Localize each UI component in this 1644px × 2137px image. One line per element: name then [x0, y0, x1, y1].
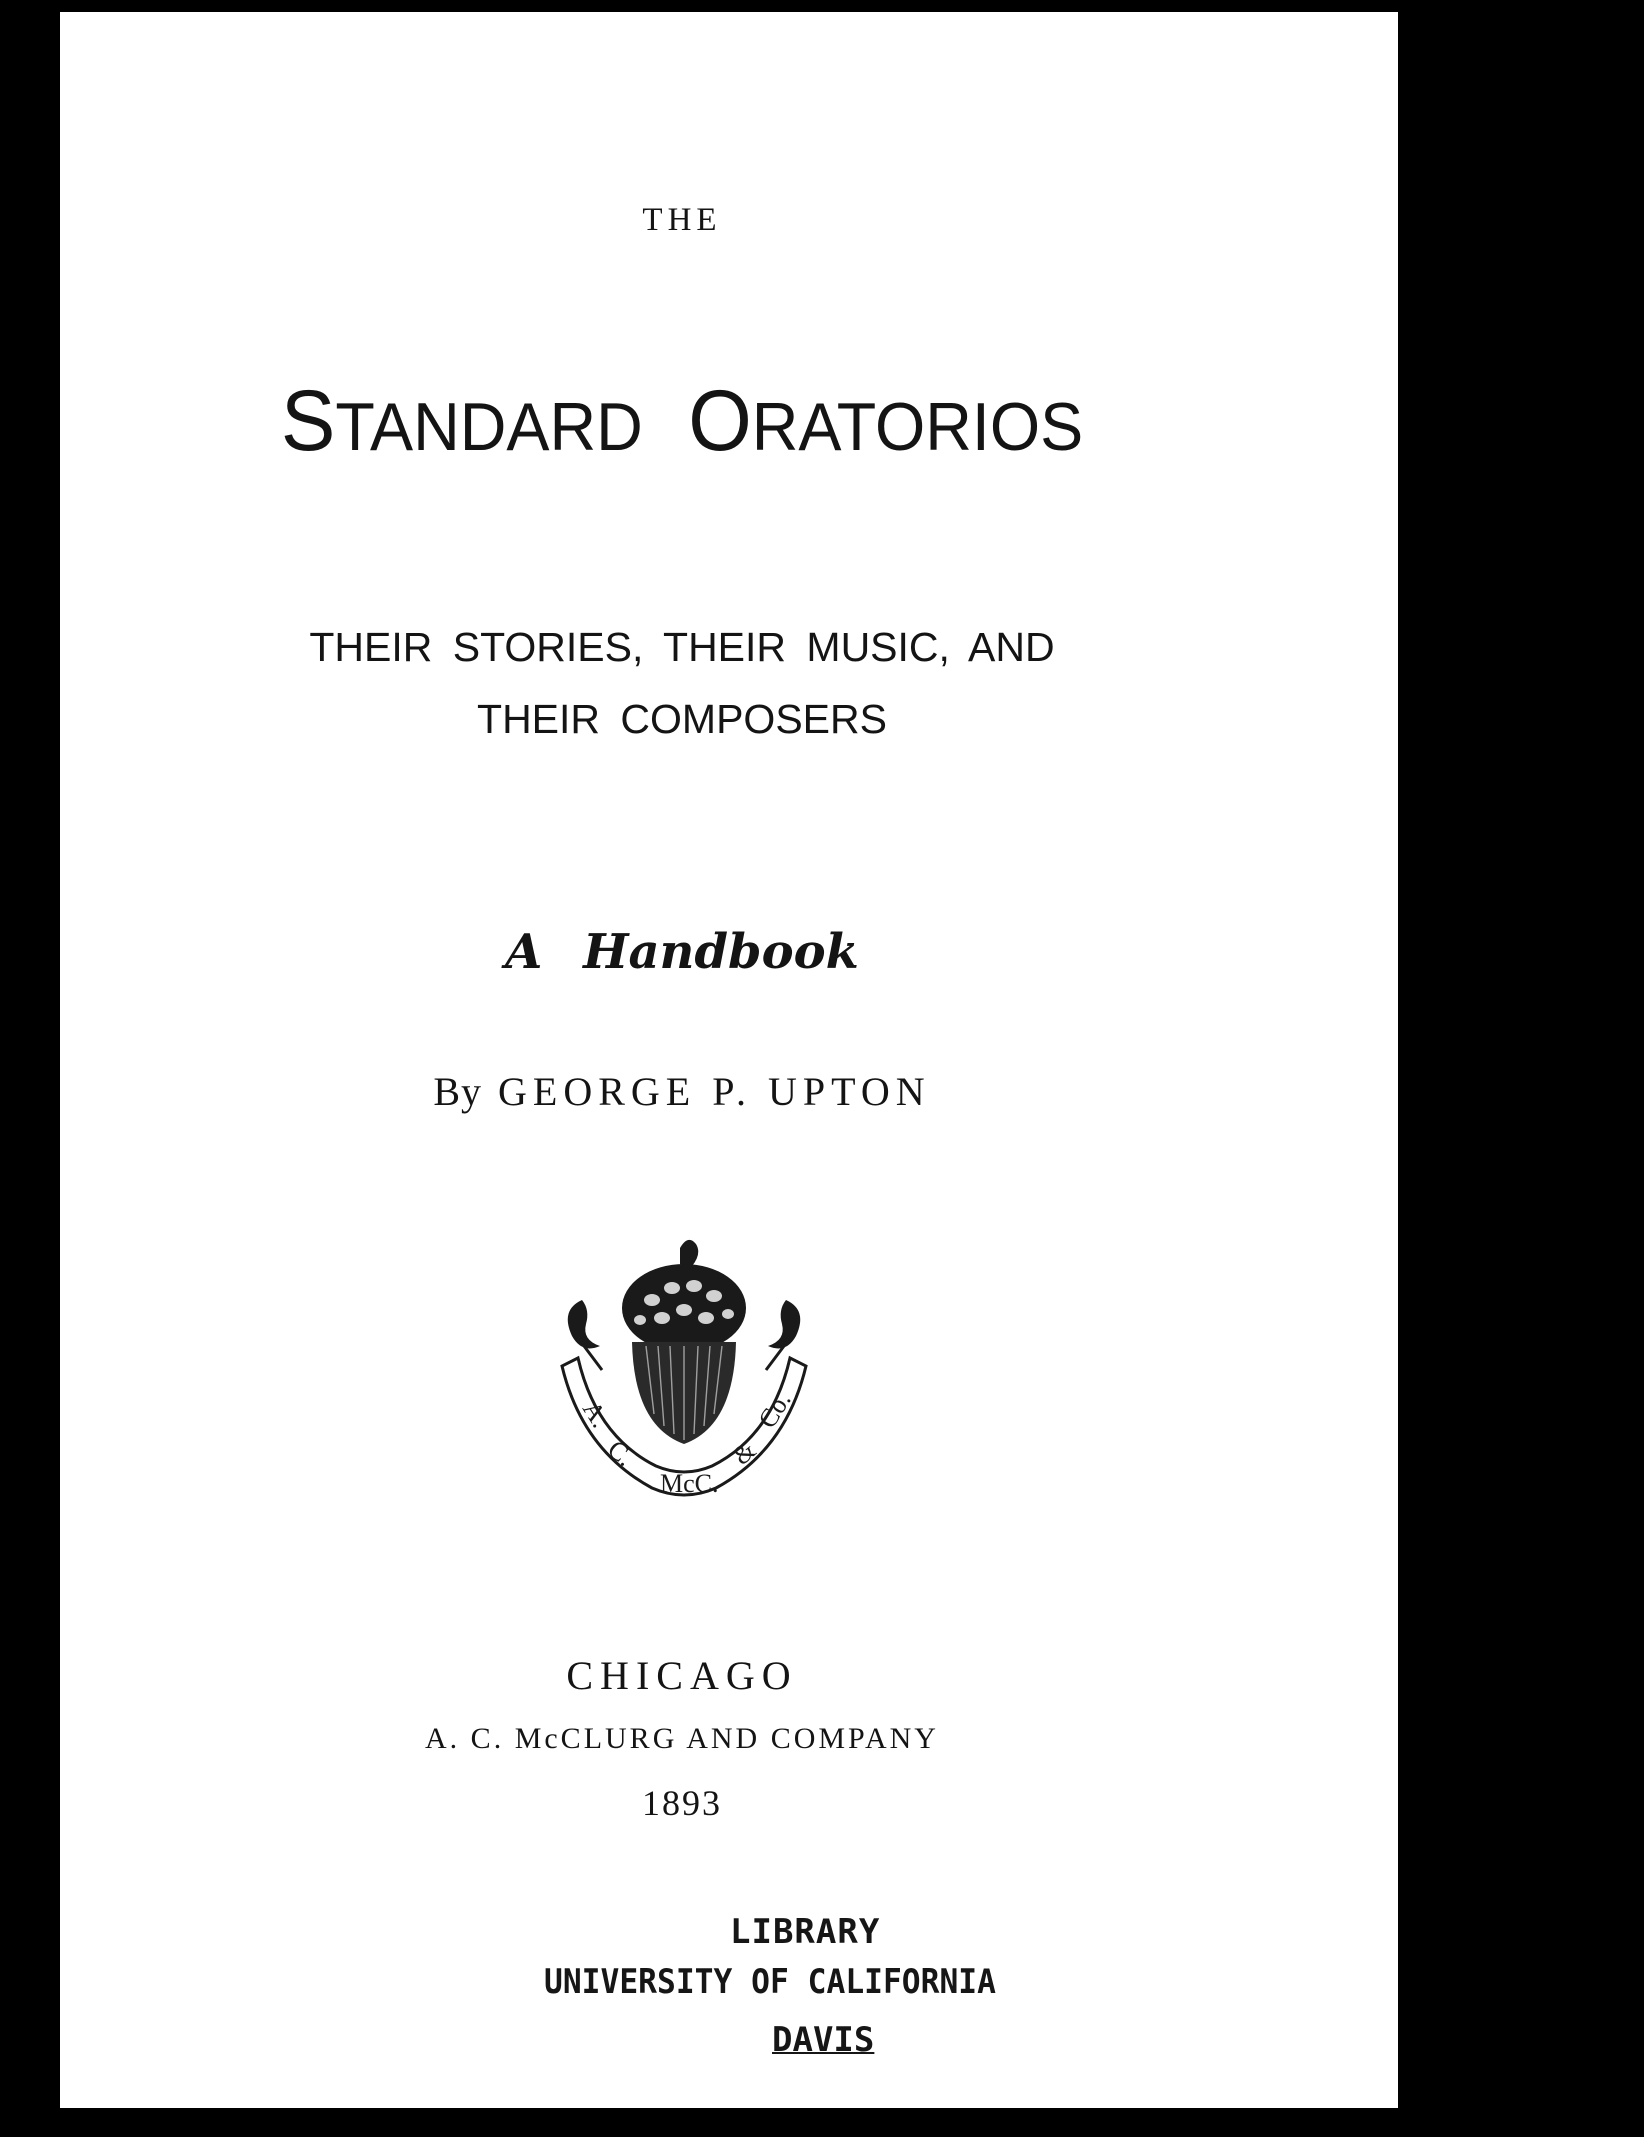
imprint-year: 1893 — [642, 1783, 722, 1823]
subtitle-line-2: THEIR COMPOSERS — [477, 696, 887, 742]
handbook-line: A Handbook — [505, 924, 859, 980]
title-article: THE — [642, 202, 722, 238]
title-word-standard: TANDARD — [335, 389, 643, 465]
author-by: By — [433, 1069, 483, 1114]
scan-border-right — [1398, 0, 1644, 2137]
acorn-emblem-icon — [542, 1230, 824, 1530]
svg-text:Co.: Co. — [752, 1386, 797, 1434]
title-initial-s: S — [280, 373, 336, 469]
author-line — [60, 1068, 1304, 1115]
imprint-publisher: A. C. McCLURG AND COMPANY — [425, 1722, 939, 1755]
title-initial-o: O — [688, 373, 752, 469]
title-page — [60, 12, 1398, 2108]
book-title — [91, 372, 1273, 471]
imprint-city: CHICAGO — [566, 1653, 798, 1698]
svg-text:&: & — [727, 1435, 762, 1471]
subtitle-line-1: THEIR STORIES, THEIR MUSIC, AND — [309, 624, 1055, 670]
library-stamp-line-2: UNIVERSITY OF CALIFORNIA — [544, 1962, 996, 2002]
library-stamp-line-1: LIBRARY — [730, 1912, 881, 1952]
scan-border-bottom — [0, 2108, 1644, 2137]
svg-text:A.: A. — [576, 1395, 615, 1433]
svg-text:McC.: McC. — [660, 1469, 719, 1498]
author-name: GEORGE P. UPTON — [498, 1069, 931, 1114]
title-word-oratorios: RATORIOS — [751, 389, 1084, 465]
svg-text:C.: C. — [602, 1434, 640, 1472]
library-stamp-line-3: DAVIS — [772, 2020, 875, 2060]
